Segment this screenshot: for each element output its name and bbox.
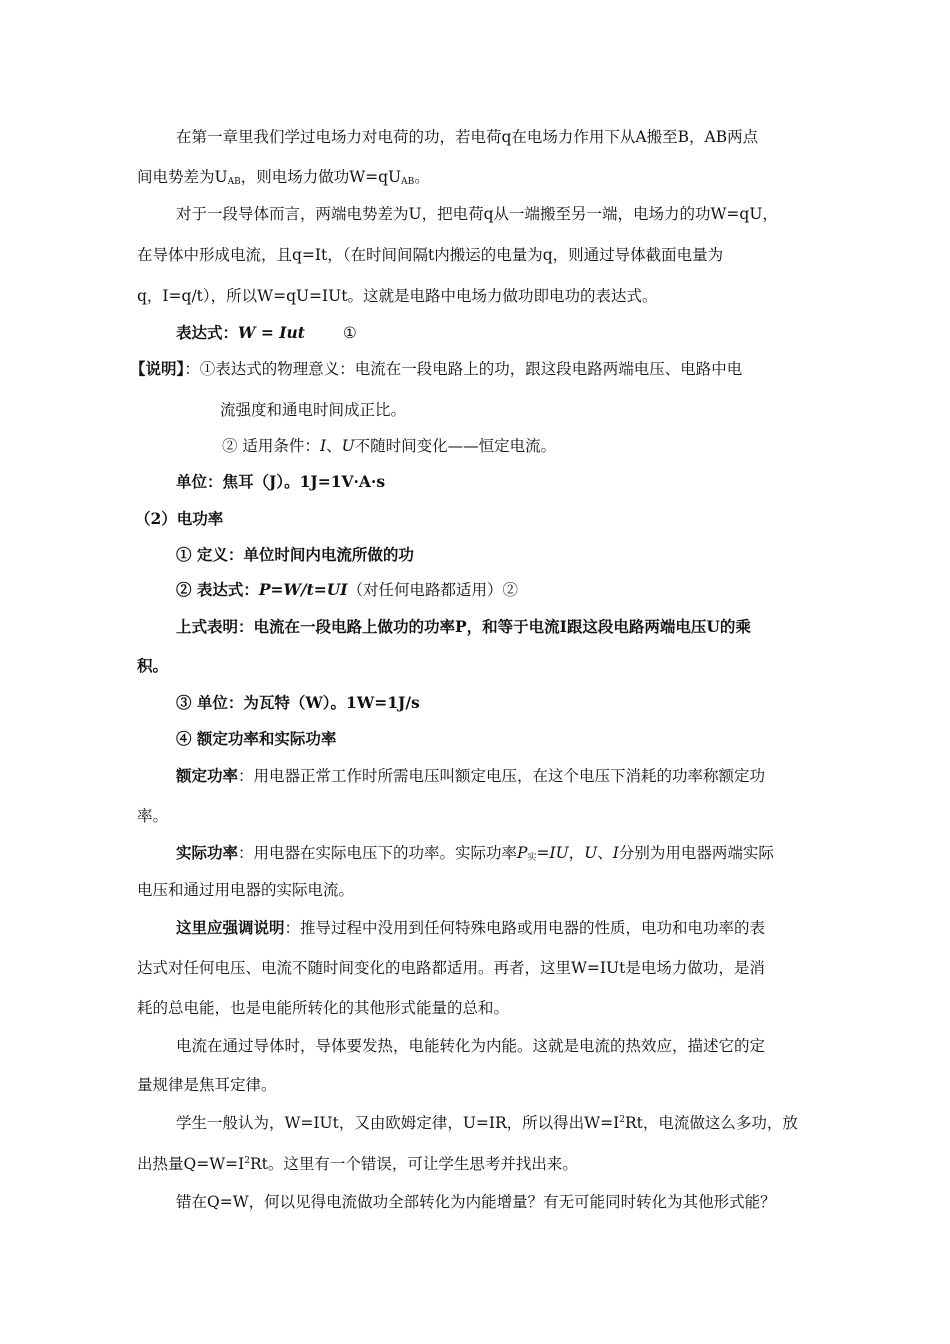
subscript: AB [227,177,241,187]
symbol: U [584,844,598,862]
text: ， [568,844,585,862]
formula: P=W/t=UI [258,580,348,599]
text: 达式对任何电压、电流不随时间变化的电路都适用。再者，这里W=IUt是电场力做功，是消 [137,959,765,977]
formula: W = Iut [238,323,305,342]
subheading [176,729,336,749]
label: 表达式： [176,323,239,342]
paragraph-line [176,843,774,863]
paragraph-line [176,1036,765,1056]
text: 不随时间变化——恒定电流。 [354,437,557,455]
paragraph-line [137,1075,277,1095]
equation-marker: ① [342,324,357,342]
text: = [536,844,550,862]
text: 、 [597,844,613,862]
unit-line [176,472,385,492]
unit-line [176,693,420,713]
text: 间电势差为U [137,168,228,186]
text: ④ 额定功率和实际功率 [176,729,337,748]
text: ：用电器正常工作时所需电压叫额定电压，在这个电压下消耗的功率称额定功 [238,767,766,785]
text: 。 [414,168,430,186]
text: 在导体中形成电流，且q=It，（在时间间隔t内搬运的电量为q，则通过导体截面电量为 [137,246,724,264]
paragraph-line [137,998,509,1018]
label: 额定功率 [176,766,239,785]
text: 错在Q=W，何以见得电流做功全部转化为内能增量？有无可能同时转化为其他形式能？ [176,1193,776,1211]
note-line [220,400,406,420]
paragraph-line [137,656,168,676]
note-line [222,436,556,456]
paragraph-line [137,286,657,306]
paragraph-line [176,204,778,224]
superscript: 2 [619,1115,625,1125]
definition-line [176,545,414,565]
label: 实际功率 [176,843,239,862]
text: ：用电器在实际电压下的功率。实际功率 [238,844,518,862]
paragraph-line [176,766,765,786]
text: Rt。这里有一个错误，可让学生思考并找出来。 [249,1155,578,1173]
text: 、 [326,437,342,455]
paragraph-line [176,918,765,938]
paragraph-line [176,1192,776,1212]
text: 出热量Q=W=I [137,1155,245,1173]
label: ② 表达式： [176,580,259,599]
paragraph-line [176,1113,798,1133]
paragraph-line [137,958,765,978]
symbol: U [341,437,355,455]
label: 【说明】 [130,359,185,378]
paragraph-line [137,806,168,826]
text: 量规律是焦耳定律。 [137,1076,277,1094]
symbol: P [517,844,528,862]
label: 这里应强调说明 [176,918,285,937]
paragraph-line [137,245,723,265]
text: 耗的总电能，也是电能所转化的其他形式能量的总和。 [137,999,510,1017]
text: q，I=q/t），所以W=qU=IUt。这就是电路中电场力做功即电功的表达式。 [137,287,658,305]
text: 学生一般认为，W=IUt，又由欧姆定律，U=IR，所以得出W=I [176,1114,620,1132]
text: ：推导过程中没用到任何特殊电路或用电器的性质，电功和电功率的表 [284,919,766,937]
paragraph-line [176,127,758,147]
paragraph-line [137,880,354,900]
text: 在第一章里我们学过电场力对电荷的功，若电荷q在电场力作用下从A搬至B，AB两点 [176,128,759,146]
formula-line [176,580,518,600]
paragraph-line [137,167,430,187]
text: 积。 [137,656,169,675]
text: 分别为用电器两端实际 [618,844,774,862]
text: 电压和通过用电器的实际电流。 [137,881,355,899]
text: Rt，电流做这么多功，放 [624,1114,798,1132]
text: 电流在通过导体时，导体要发热，电能转化为内能。这就是电流的热效应，描述它的定 [176,1037,766,1055]
subscript: AB [401,177,415,187]
text: 单位：焦耳（J）。1J=1V·A·s [176,472,386,491]
note-line [130,359,742,379]
section-heading [135,509,223,529]
text: 率。 [137,807,169,825]
paragraph-line [137,1154,578,1174]
text: （对任何电路都适用）② [347,581,519,599]
text: （2）电功率 [135,509,224,528]
symbol: I [612,844,619,862]
text: 流强度和通电时间成正比。 [220,401,407,419]
text: ：①表达式的物理意义：电流在一段电路上的功，跟这段电路两端电压、电路中电 [184,360,743,378]
symbol: IU [549,844,569,862]
formula-line [176,323,357,343]
text: ① 定义：单位时间内电流所做的功 [176,545,414,564]
symbol: I [319,437,327,455]
superscript: 2 [244,1156,250,1166]
text: ③ 单位：为瓦特（W）。1W=1J/s [176,693,420,712]
text: ，则电场力做功W=qU [240,168,402,186]
text: 对于一段导体而言，两端电势差为U，把电荷q从一端搬至另一端，电场力的功W=qU， [176,205,778,223]
paragraph-line [176,617,751,637]
text: 上式表明：电流在一段电路上做功的功率P，和等于电流I跟这段电路两端电压U的乘 [176,617,751,636]
text: ② 适用条件： [222,437,320,455]
subscript: 实 [527,853,537,863]
